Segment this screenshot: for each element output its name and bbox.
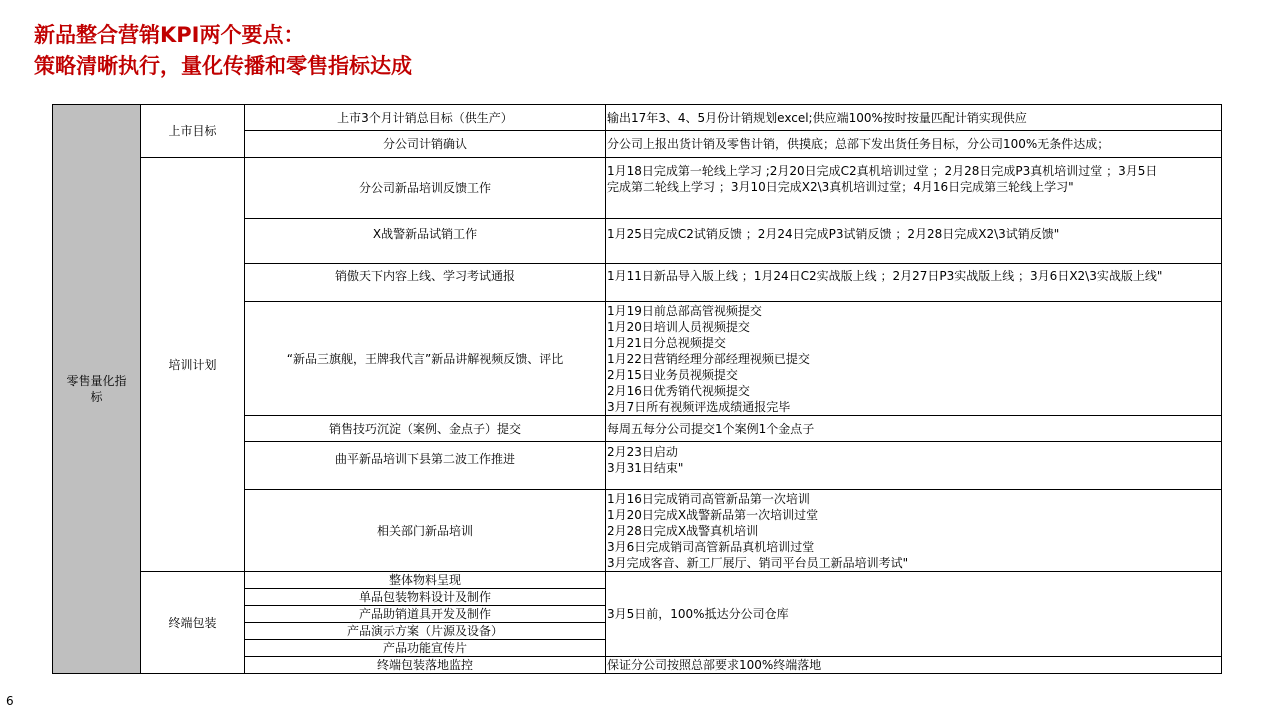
detail-cell: 分公司上报出货计销及零售计销，供摸底；总部下发出货任务目标，分公司100%无条件达成； [606,131,1222,158]
detail-cell: 1月19日前总部高管视频提交 1月20日培训人员视频提交 1月21日分总视频提交 1月22日营销经理分部经理视频已提交 2月15日业务员视频提交 2月16日优秀销代视频提交 3月7日所有视频评选成绩通报完毕 [606,302,1222,416]
item-cell: 上市3个月计销总目标（供生产） [245,105,606,131]
title-line-2: 策略清晰执行，量化传播和零售指标达成 [34,54,412,78]
item-cell: 单品包装物料设计及制作 [245,589,606,606]
group-name-terminal: 终端包装 [141,572,245,674]
item-cell: 曲平新品培训下县第二波工作推进 [245,442,606,490]
item-cell: X战警新品试销工作 [245,219,606,264]
detail-cell: 输出17年3、4、5月份计销规划excel;供应端100%按时按量匹配计销实现供应 [606,105,1222,131]
detail-cell: 1月16日完成销司高管新品第一次培训 1月20日完成X战警新品第一次培训过堂 2月28日完成X战警真机培训 3月6日完成销司高管新品真机培训过堂 3月完成客音、新工厂展厅、销司平台员工新品培训考试" [606,490,1222,572]
detail-cell: 1月11日新品导入版上线 ；1月24日C2实战版上线 ；2月27日P3实战版上线 ；3月6日X2\3实战版上线" [606,264,1222,302]
detail-cell: 保证分公司按照总部要求100%终端落地 [606,657,1222,674]
item-cell: 整体物料呈现 [245,572,606,589]
detail-cell: 2月23日启动 3月31日结束" [606,442,1222,490]
detail-cell: 1月18日完成第一轮线上学习 ;2月20日完成C2真机培训过堂 ；2月28日完成P3真机培训过堂 ；3月5日 完成第二轮线上学习 ；3月10日完成X2\3真机培训过堂；4月16日完成第三轮线上学习" [606,158,1222,219]
item-cell: 终端包装落地监控 [245,657,606,674]
item-cell: 分公司计销确认 [245,131,606,158]
item-cell: “新品三旗舰，王牌我代言”新品讲解视频反馈、评比 [245,302,606,416]
group-name-launch: 上市目标 [141,105,245,158]
title-line-1: 新品整合营销KPI两个要点： [34,23,305,47]
category-cell: 零售量化指标 [53,105,141,674]
page-number: 6 [6,694,14,708]
slide-title [34,20,412,82]
item-cell: 产品演示方案（片源及设备） [245,623,606,640]
detail-cell-shared: 3月5日前，100%抵达分公司仓库 [606,572,1222,657]
item-cell: 相关部门新品培训 [245,490,606,572]
item-cell: 分公司新品培训反馈工作 [245,158,606,219]
item-cell: 产品功能宣传片 [245,640,606,657]
group-name-training: 培训计划 [141,158,245,572]
item-cell: 产品助销道具开发及制作 [245,606,606,623]
item-cell: 销傲天下内容上线、学习考试通报 [245,264,606,302]
kpi-table [52,104,1222,674]
detail-cell: 1月25日完成C2试销反馈 ；2月24日完成P3试销反馈 ；2月28日完成X2\3试销反馈" [606,219,1222,264]
item-cell: 销售技巧沉淀（案例、金点子）提交 [245,416,606,442]
detail-cell: 每周五每分公司提交1个案例1个金点子 [606,416,1222,442]
